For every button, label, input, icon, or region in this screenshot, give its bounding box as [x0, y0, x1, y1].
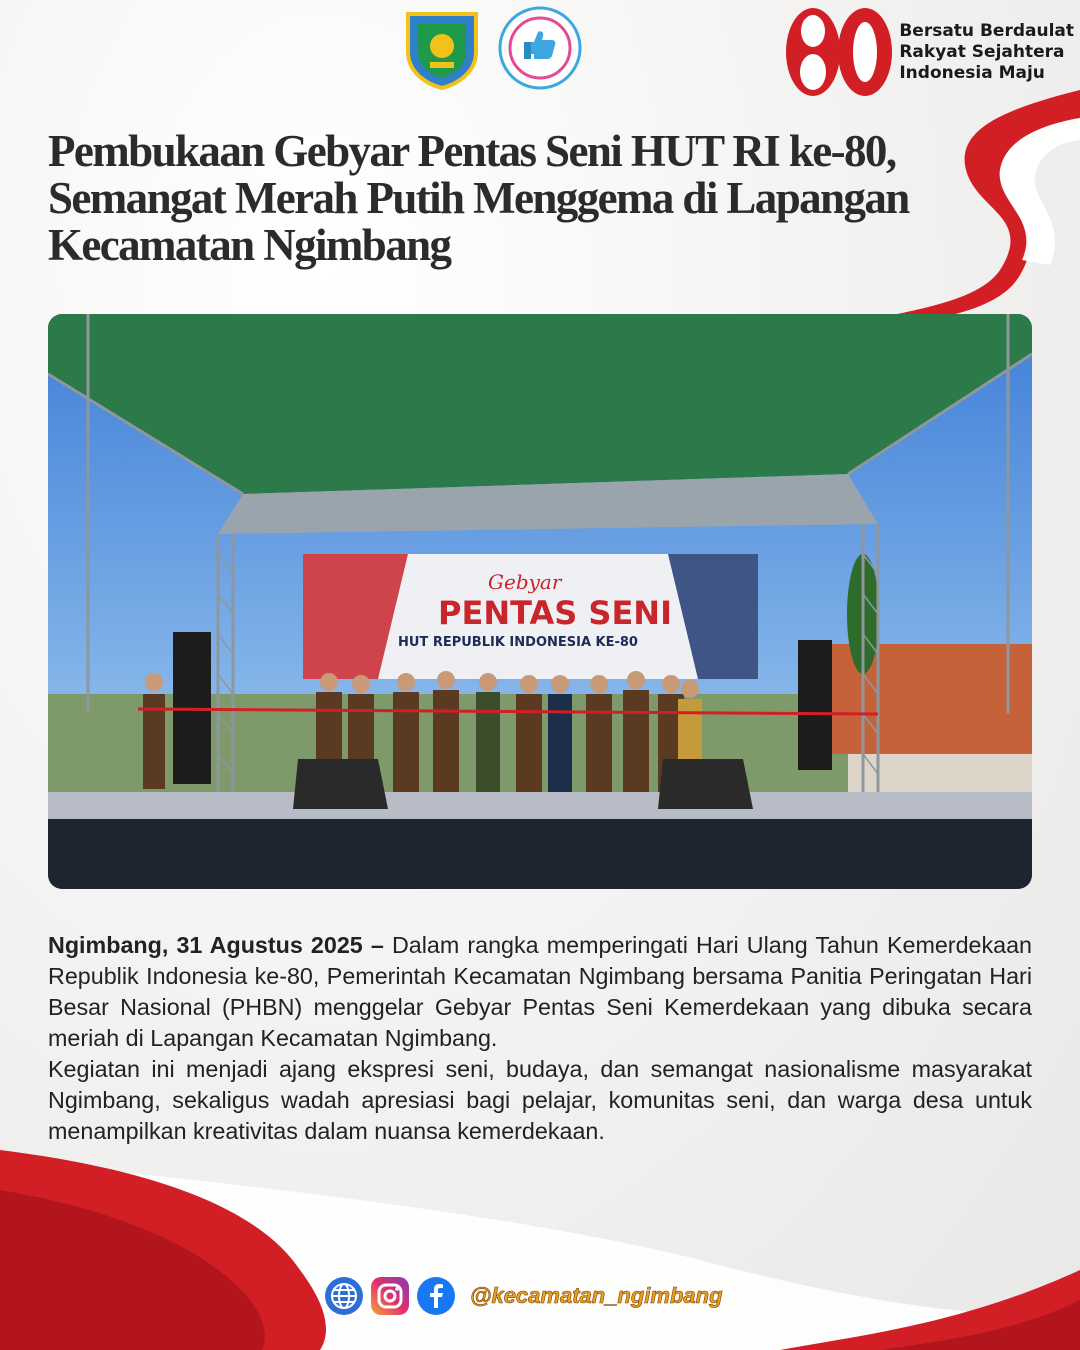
headline: Pembukaan Gebyar Pentas Seni HUT RI ke-80, Semangat Merah Putih Menggema di Lapangan Kecamatan Ngimbang — [48, 126, 909, 270]
article-paragraph-1-text: Dalam rangka memperingati Hari Ulang Tahun Kemerdekaan Republik Indonesia ke-80, Pemerintah Kecamatan Ngimbang bersama Panitia Peringatan Hari Besar Nasional (PHBN) menggelar Gebyar Pentas Seni Kemerdekaan yang dibuka secara meriah di Lapangan Kecamatan Ngimbang. — [48, 932, 1033, 1051]
banner-script: Gebyar — [488, 570, 562, 594]
kabupaten-crest-logo — [400, 6, 484, 90]
banner-subtitle: HUT REPUBLIK INDONESIA KE-80 — [398, 635, 638, 650]
kecamatan-badge-logo — [498, 6, 582, 90]
facebook-icon[interactable] — [416, 1276, 456, 1316]
article-body — [48, 930, 1032, 1147]
flag-wave-bottom — [0, 1150, 1080, 1350]
instagram-icon[interactable] — [370, 1276, 410, 1316]
event-photo — [48, 314, 1032, 889]
header-logos — [400, 6, 582, 90]
number-80-graphic — [783, 4, 893, 100]
article-paragraph-1 — [48, 930, 1032, 1054]
tagline-line-3: Indonesia Maju — [899, 62, 1045, 83]
banner-title: PENTAS SENI — [438, 594, 672, 632]
globe-icon[interactable] — [324, 1276, 364, 1316]
article-dateline: Ngimbang, 31 Agustus 2025 – — [48, 932, 384, 958]
hut-ri-80-logo — [783, 4, 1074, 100]
anniversary-tagline — [899, 21, 1074, 84]
social-handle[interactable]: @kecamatan_ngimbang — [470, 1283, 723, 1308]
tagline-line-2: Rakyat Sejahtera — [899, 41, 1065, 62]
social-footer — [324, 1276, 723, 1316]
tagline-line-1: Bersatu Berdaulat — [899, 20, 1074, 41]
article-paragraph-2: Kegiatan ini menjadi ajang ekspresi seni, budaya, dan semangat nasionalisme masyarakat Ngimbang, sekaligus wadah apresiasi bagi pelajar, komunitas seni, dan warga desa untuk menampilkan kreativitas dalam nuansa kemerdekaan. — [48, 1056, 1032, 1144]
